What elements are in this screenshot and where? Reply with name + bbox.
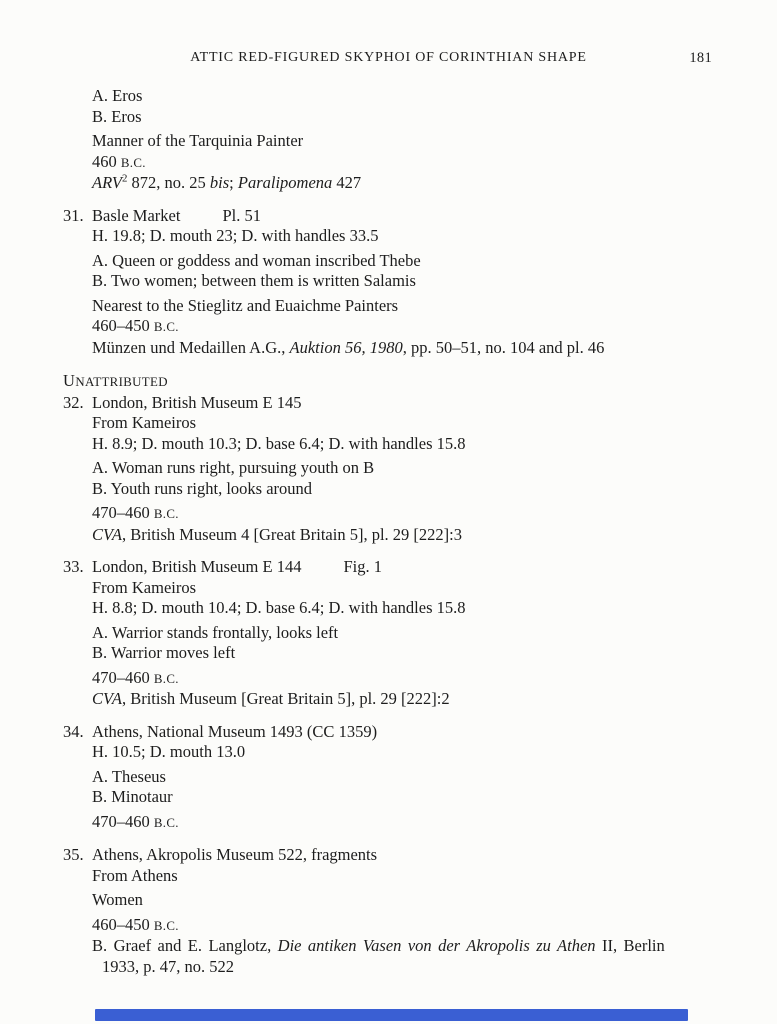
page-number: 181 <box>689 50 712 66</box>
text-segment: II, Berlin <box>595 936 665 955</box>
text-segment: B. Eros <box>92 106 142 126</box>
text-segment: B.C. <box>153 320 179 334</box>
text-line <box>92 722 722 743</box>
entry-number: 35. <box>63 845 84 864</box>
text-segment: H. 8.9; D. mouth 10.3; D. base 6.4; D. with handles 15.8 <box>92 433 466 453</box>
catalog-entry-32 <box>63 393 722 546</box>
text-segment: London, British Museum E 144 <box>92 557 302 576</box>
text-segment: , British Museum [Great Britain 5], pl. 29 [222]:2 <box>121 689 450 708</box>
entry-number: 32. <box>63 392 84 412</box>
text-segment: 1933, p. 47, no. 522 <box>102 956 234 976</box>
text-line <box>92 767 722 788</box>
text-segment: Basle Market <box>92 205 181 225</box>
text-line <box>92 503 722 525</box>
text-segment: bis <box>209 173 230 192</box>
text-segment: Women <box>92 890 143 909</box>
catalog-entry-31 <box>63 206 722 359</box>
catalog-entry-34 <box>63 722 722 834</box>
text-segment: B. Warrior moves left <box>92 643 236 662</box>
text-line <box>92 890 722 911</box>
text-segment: Manner of the Tarquinia Painter <box>92 131 304 150</box>
text-segment: Athens, National Museum 1493 (CC 1359) <box>92 721 378 741</box>
text-line <box>92 812 722 834</box>
text-segment: A. Eros <box>92 86 143 105</box>
text-line <box>92 86 722 107</box>
text-line <box>92 271 722 292</box>
text-segment: 470–460 <box>92 667 154 687</box>
text-segment: 470–460 <box>92 503 154 522</box>
page-body <box>63 86 722 977</box>
text-line <box>92 338 722 359</box>
text-line <box>92 915 722 937</box>
entry-number: 34. <box>63 721 84 741</box>
text-line <box>92 598 722 619</box>
text-segment: B.C. <box>120 155 146 170</box>
catalog-entry-continuation <box>63 86 722 194</box>
text-segment: B. Youth runs right, looks around <box>92 478 313 498</box>
text-line <box>92 479 722 500</box>
text-segment: Pl. 51 <box>222 205 261 225</box>
text-segment: , pp. 50–51, no. 104 and pl. 46 <box>402 337 605 357</box>
text-segment: Nearest to the Stieglitz and Euaichme Painters <box>92 295 399 315</box>
text-segment: B.C. <box>153 671 179 686</box>
text-segment: 460–450 <box>92 316 154 335</box>
text-segment: A. Theseus <box>92 766 166 786</box>
text-line <box>92 206 722 227</box>
text-line <box>102 957 722 978</box>
entry-number: 33. <box>63 557 84 576</box>
text-line <box>92 173 722 194</box>
text-line <box>92 787 722 808</box>
text-segment: H. 19.8; D. mouth 23; D. with handles 33.5 <box>92 226 379 245</box>
text-segment: Athens, Akropolis Museum 522, fragments <box>92 845 378 864</box>
text-segment: From Kameiros <box>92 413 197 432</box>
text-segment: H. 8.8; D. mouth 10.4; D. base 6.4; D. with handles 15.8 <box>92 598 466 617</box>
scan-artifact-bar <box>95 1009 688 1021</box>
text-line <box>92 393 722 414</box>
text-line <box>92 742 722 763</box>
text-segment: , British Museum 4 [Great Britain 5], pl. 29 [222]:3 <box>121 524 462 544</box>
text-line <box>92 226 722 247</box>
text-line <box>92 434 722 455</box>
text-segment: 460–450 <box>92 914 154 934</box>
entry-number: 31. <box>63 205 84 225</box>
text-segment: 872, no. 25 <box>127 173 210 192</box>
text-segment: B. Two women; between them is written Salamis <box>92 271 416 290</box>
text-line <box>92 316 722 338</box>
text-line <box>92 557 722 578</box>
text-segment: 427 <box>332 173 362 192</box>
text-line <box>92 107 722 128</box>
text-segment: Auktion 56, 1980 <box>289 337 403 357</box>
text-segment: A. Warrior stands frontally, looks left <box>92 622 339 642</box>
text-segment: NATTRIBUTED <box>75 375 168 389</box>
text-line <box>92 623 722 644</box>
text-segment: Die antiken Vasen von der Akropolis zu Athen <box>277 936 596 955</box>
text-line <box>92 458 722 479</box>
text-segment: CVA <box>92 524 122 544</box>
text-segment: H. 10.5; D. mouth 13.0 <box>92 742 246 761</box>
text-line <box>92 251 722 272</box>
text-line <box>92 936 722 957</box>
text-line <box>92 866 722 887</box>
text-segment: London, British Museum E 145 <box>92 392 302 412</box>
text-segment: Münzen und Medaillen A.G., <box>92 337 290 357</box>
text-line <box>92 668 722 690</box>
section-heading <box>63 371 722 393</box>
text-segment: U <box>63 371 76 390</box>
text-line <box>92 152 722 174</box>
text-segment: A. Queen or goddess and woman inscribed Thebe <box>92 250 421 270</box>
text-segment: Paralipomena <box>237 173 333 192</box>
text-segment: CVA <box>92 689 122 708</box>
text-segment: B.C. <box>153 918 179 933</box>
text-segment: From Athens <box>92 865 178 885</box>
text-segment: From Kameiros <box>92 577 197 597</box>
text-segment: ARV <box>92 173 122 192</box>
text-line <box>92 525 722 546</box>
text-line <box>92 643 722 664</box>
catalog-entry-33 <box>63 557 722 710</box>
text-segment: B. Minotaur <box>92 787 173 806</box>
text-segment: 460 <box>92 151 121 171</box>
text-segment: A. Woman runs right, pursuing youth on B <box>92 458 375 477</box>
running-head-title: ATTIC RED-FIGURED SKYPHOI OF CORINTHIAN SHAPE <box>190 50 587 65</box>
catalog-entry-35 <box>63 845 722 977</box>
text-line <box>92 689 722 710</box>
text-line <box>92 296 722 317</box>
text-segment: B. Graef and E. Langlotz, <box>92 936 278 955</box>
text-segment: Fig. 1 <box>343 557 382 576</box>
text-segment: B.C. <box>153 507 179 521</box>
text-segment: ; <box>229 173 238 192</box>
text-segment: 470–460 <box>92 811 154 831</box>
text-line <box>92 845 722 866</box>
text-line <box>92 413 722 434</box>
text-line <box>92 578 722 599</box>
text-segment: 2 <box>121 172 128 185</box>
text-line <box>92 131 722 152</box>
text-segment: B.C. <box>153 815 179 830</box>
